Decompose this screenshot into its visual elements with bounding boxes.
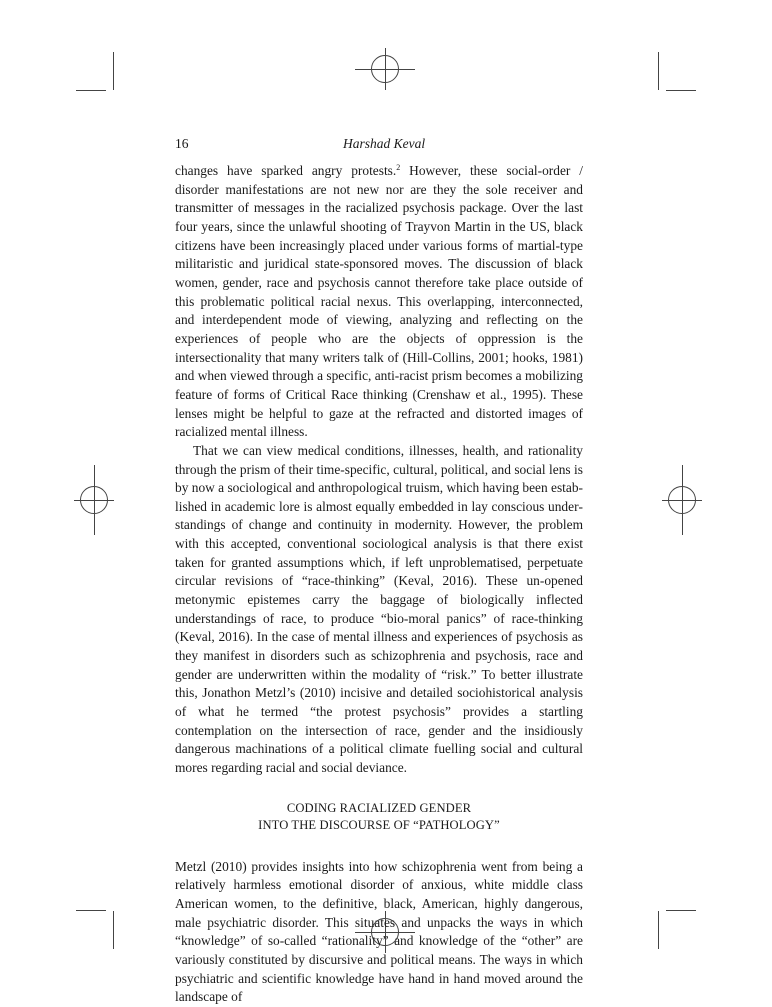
paragraph-1 — [175, 162, 583, 442]
paragraph-1-text-rest: However, these social-order / disorder manifestations are not new nor are they the sole receiver and transmitter of messages in the racialized psychosis package. Over the last four years, since the unlawful shooting of Trayvon Martin in the US, black citizens have been increasingly placed under various forms of martial-type militaristic and juridical state-sponsored moves. The discussion of black women, gender, race and psychosis cannot therefore take place outside of this problematic political racial nexus. This overlapping, interconnected, and interdependent mode of viewing, analyzing and reflecting on the experiences of people who are the objects of oppression is the intersectionality that many writers talk of (Hill-Collins, 2001; hooks, 1981) and when viewed through a specific, anti-racist prism becomes a mobilizing feature of forms of Critical Race thinking (Crenshaw et al., 1995). These lenses might be helpful to gaze at the refracted and distorted images of racialized mental illness. — [175, 163, 583, 440]
crop-mark-bottom-left-vertical — [113, 911, 114, 949]
section-heading-line-2: INTO THE DISCOURSE OF “PATHOLOGY” — [258, 818, 500, 833]
crop-mark-bottom-left-horizontal — [76, 910, 106, 911]
section-heading — [175, 800, 583, 835]
section-heading-line-1: CODING RACIALIZED GENDER — [286, 800, 472, 815]
paragraph-2: That we can view medical conditions, illnesses, health, and rationality through the prism of their time-specific, cultural, political, and social lens is by now a sociological and anthropological truism, which having been established in academic lore is almost equally embedded in lay conscious understandings of change and continuity in modernity. However, the problem with this accepted, conventional sociological analysis is that there exist taken for granted assumptions which, if left unproblematised, perpetuate circular revisions of “race-thinking” (Keval, 2016). These un-opened metonymic epistemes carry the baggage of biologically inflected understandings of race, to produce “bio-moral panics” of race-thinking (Keval, 2016). In the case of mental illness and experiences of psychosis as they manifest in disorders such as schizophrenia and psychosis, race and gender are underwritten within the modality of “risk.” To better illustrate this, Jonathon Metzl’s (2010) incisive and detailed sociohistorical analysis of what he termed “the protest psychosis” provides a startling contemplation on the intersection of race, gender and the insidiously dangerous machinations of a political climate fuelling social and cultural mores regarding racial and social deviance. — [175, 442, 583, 775]
crop-mark-bottom-right-horizontal — [666, 910, 696, 911]
paragraph-3: Metzl (2010) provides insights into how schizophrenia went from being a relatively harmless emotional disorder of anxious, white middle class American women, to the definitive, black, American, highly dangerous, male psychiatric disorder. This situates and unpacks the ways in which “knowledge” of so-called “rationality” and knowledge of the “other” are variously constituted by discursive and political means. The ways in which psychiatric and scientific knowledge have hand in hand moved around the landscape of — [175, 858, 583, 1005]
running-title: Harshad Keval — [343, 136, 426, 151]
crop-mark-bottom-right-vertical — [658, 911, 659, 949]
paragraph-1-text-start: changes have sparked angry protests. — [175, 163, 397, 178]
page-number: 16 — [175, 136, 189, 151]
crop-mark-top-right-vertical — [658, 52, 659, 90]
footnote-marker: 2 — [396, 163, 401, 172]
page-body — [175, 162, 583, 1007]
crop-mark-top-left-horizontal — [76, 90, 106, 91]
crop-mark-top-left-vertical — [113, 52, 114, 90]
crop-mark-top-right-horizontal — [666, 90, 696, 91]
